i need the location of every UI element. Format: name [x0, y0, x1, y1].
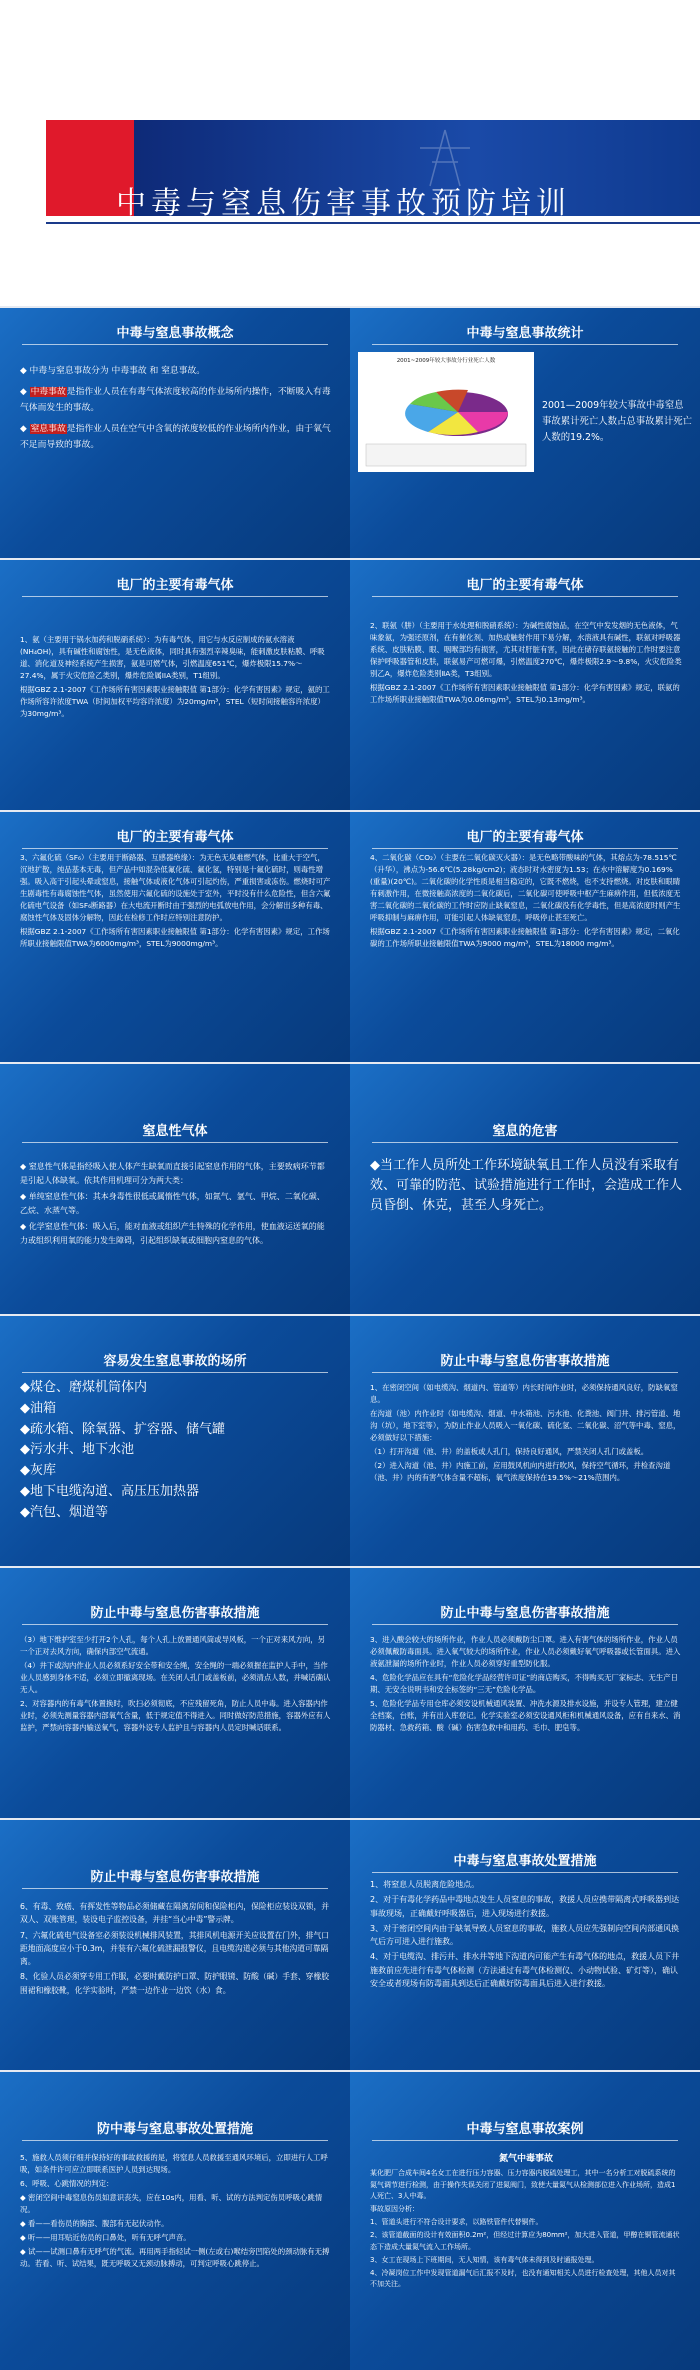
slide-body: [20, 2152, 332, 2272]
paragraph: 4、二氧化碳（CO₂）（主要在二氧化碳灭火器）：是无色略带酸味的气体，其熔点为-78.515℃（升华），沸点为-56.6℃(5.28kg/cm2)；液态时对水密度为1.53；在水中溶解度为0.169%(重量)(20℃)。二氧化碳的化学性质是相当稳定的，它既不燃烧，也不支持燃烧。对皮肤和眼睛有刺激作用，在微接触高浓度的二氧化碳后，二氧化碳可使呼吸中枢产生麻痹作用，但低浓度无害二氧化碳的二氧化碳的工作时应防止缺氧窒息，二氧化碳没有化学毒性，但是高浓度时则产生呼吸抑制与麻痹作用，可能引起人体缺氧窒息，呼吸停止甚至死亡。: [370, 853, 681, 922]
paragraph: 1、氨（主要用于锅水加药和脱硝系统）：为有毒气体，用它与水反应制成的氨水溶液(NH₄OH)，具有碱性和腐蚀性，是无色液体，同时具有强烈辛辣臭味，能刺激皮肤粘膜、呼吸道、消化道及神经系统产生损害，氨是可燃气体，引燃温度651℃，爆炸极限15.7%～27.4%，属于火灾危险乙类别，爆炸危险属IIA类别，T1组别。: [20, 635, 325, 680]
chart-title: 2001~2009年较大事故分行业死亡人数: [396, 358, 496, 364]
title-divider: [372, 1142, 678, 1143]
diamond-icon: ◆: [20, 387, 30, 398]
paragraph: 7、六氟化硫电气设备室必须装设机械排风装置，其排风机电源开关应设置在门外，排气口距地面高度应小于0.3m，并装有六氟化硫泄漏报警仪，且电缆沟道必须与其他沟道可靠隔离。: [20, 1930, 330, 1966]
paragraph: （2）进入沟道（池、井）内施工前，应用鼓风机向内进行吹风，保持空气循环，并检查沟道（池、井）内的有害气体含量不超标，氧气浓度保持在19.5%～21%范围内。: [370, 1460, 671, 1482]
list-item: ◆煤仓、磨煤机筒体内: [20, 1380, 147, 1395]
slide-title: 防止中毒与窒息伤害事故措施: [440, 1606, 610, 1621]
title-underline: [46, 222, 700, 224]
poison-term: 中毒事故: [30, 387, 66, 398]
slide-title: 中毒与窒息事故案例: [466, 2122, 584, 2137]
title-divider: [22, 344, 328, 345]
slide-body: [370, 1382, 682, 1486]
case-subtitle: 氮气中毒事故: [498, 2154, 553, 2164]
paragraph: ◆ 单纯窒息性气体：其本身毒性很低或属惰性气体，如氮气、氩气、甲烷、二氧化碳、乙烷、水蒸气等。: [20, 1192, 325, 1215]
paragraph: 5、危险化学品专用仓库必须安设机械通风装置、冲洗水源及排水设施，并设专人管理，建立健全档案，台账，并有出入库登记。化学实验室必须安设通风柜和机械通风设备，应有自来水、消防器材、急救药箱、酸（碱）伤害急救中和用药、毛巾、肥皂等。: [370, 1698, 681, 1732]
paragraph: ◆ 窒息性气体是指经吸入使人体产生缺氧而直接引起窒息作用的气体，主要致病环节都是引起人体缺氧。依其作用机理可分为两大类：: [20, 1162, 325, 1185]
paragraph: 根据GBZ 2.1-2007《工作场所有害因素职业接触限值 第1部分：化学有害因素》规定，联氨的工作场所职业接触限值TWA为0.06mg/m³，STEL为0.13mg/m³。: [370, 682, 680, 704]
title-divider: [22, 1372, 328, 1373]
paragraph: ◆ 试——试测口鼻有无呼气的气流。再用两手指轻试一侧(左或右)喉结旁凹陷处的颈动脉有无搏动。若看、听、试结果，既无呼吸又无颈动脉搏动，可判定呼吸心跳停止。: [20, 2246, 330, 2268]
paragraph: ◆ 听——用耳贴近伤员的口鼻处，听有无呼气声音。: [20, 2232, 191, 2242]
slide-body: [20, 1900, 332, 1999]
diamond-icon: ◆: [20, 424, 30, 435]
title-divider: [372, 1372, 678, 1373]
slide-title: 电厂的主要有毒气体: [116, 578, 234, 593]
title-divider: [372, 1624, 678, 1625]
paragraph: 4、冷凝岗位工作中发现管道漏气后汇报不及时，也没有通知相关人员进行检查处理，其他人员对其不加关注。: [370, 2268, 676, 2289]
concept-intro: ◆ 中毒与窒息事故分为 中毒事故 和 窒息事故。: [20, 366, 206, 376]
slide-body: [370, 2152, 682, 2292]
slide-body: [20, 634, 332, 722]
suffocation-definition: 是指作业人员在空气中含氧的浓度较低的作业场所内作业，由于氧气不足而导致的事故。: [20, 424, 331, 450]
accident-pie-chart: [358, 352, 534, 472]
paragraph: 3、六氟化硫（SF₆）（主要用于断路器、互感器绝缘）：为无色无臭难燃气体，比重大于空气，沉地扩散，纯品基本无毒，但产品中如混杂低氟化硫、氟化氢，特别是十氟化硫时，则毒性增强。吸入高于引起头晕或窒息，接触气体或液化气体可引起灼伤，严重损害或冻伤。燃烧时可产生剧毒性有毒腐蚀性气体，虽然使用六氟化硫的设施处于室外，平时没有什么危险性，但含六氟化硫电气设备（如SF₆断路器）在大电流开断时由于强烈的电弧放电作用，会分解出多种有毒、腐蚀性气体及固体分解物，因此在检修工作时应特别注意防护。: [20, 853, 331, 922]
slide-case: [350, 2070, 700, 2370]
slide-title: 防中毒与窒息事故处置措施: [96, 2122, 253, 2137]
list-item: ◆疏水箱、除氧器、扩容器、储气罐: [20, 1421, 225, 1437]
slide-harm: [350, 1062, 700, 1314]
title-divider: [372, 344, 678, 345]
slide-asphyxiant-gas: [0, 1062, 350, 1314]
slide-concept: [0, 306, 350, 558]
paragraph: 5、施救人员须仔细并保持好的事故救援的是，将窒息人员救援至通风环境后，立即进行人工呼吸，如条件许可应立即联系医护人员到达现场。: [20, 2153, 328, 2174]
slide-title: 窒息性气体: [142, 1124, 208, 1139]
slide-places: [0, 1314, 350, 1566]
paragraph: 3、对于密闭空间内由于缺氧导致人员窒息的事故，施救人员应先强制向空间内部通风换气后方可进入进行施救。: [370, 1923, 680, 1947]
paragraph: 2、该管道截面的设计有效面积0.2m²，但经过计算应为80mm²，加大进入管道，甲醇在铜管流通状态下造成大量氮气流入工作场所。: [370, 2231, 680, 2251]
list-item: ◆地下电缆沟道、高压压加热器: [20, 1483, 199, 1499]
chart-legend: [366, 444, 526, 466]
slide-title: 防止中毒与窒息伤害事故措施: [440, 1354, 610, 1369]
slide-gas-co2: [350, 810, 700, 1062]
slide-body: [370, 852, 682, 952]
paragraph: 2、对于有毒化学药品中毒地点发生人员窒息的事故，救援人员应携带隔离式呼吸器到达事故现场，正确戴好呼吸器后，进入现场进行救援。: [370, 1895, 680, 1918]
title-divider: [22, 2140, 328, 2141]
slide-title: 电厂的主要有毒气体: [466, 578, 584, 593]
paragraph: 4、危险化学品应在具有“危险化学品经营许可证”的商店购买，不得购买无厂家标志、无生产日期、无安全说明书和安全标签的“三无”危险化学品。: [370, 1672, 678, 1694]
paragraph: （3）地下维护室至少打开2个人孔，每个人孔上放置通风筒或导风板，一个正对来风方向，另一个正对去风方向，确保内部空气流通。: [20, 1635, 326, 1656]
paragraph: 6、有毒、致癌、有挥发性等物品必须储藏在隔离房间和保险柜内，保险柜应装设双锁，并双人、双账管理，装设电子监控设备，并挂“当心中毒”警示牌。: [20, 1902, 330, 1925]
slide-handling-1: [350, 1818, 700, 2070]
main-title: 中毒与窒息伤害事故预防培训: [116, 186, 571, 221]
slide-title: 容易发生窒息事故的场所: [103, 1354, 247, 1369]
paragraph: 1、管道头进行不符合设计要求，以路铁管件代替铜件。: [370, 2218, 543, 2227]
paragraph: 在沟道（池）内作业时（如电缆沟、烟道、中水箱池、污水池、化粪池、阀门井、排污管道、地沟（坑），地下室等），为防止作业人员吸入一氧化碳、硫化氢、二氧化碳、沼气等中毒、窒息，必须做好以下措施：: [370, 1408, 681, 1442]
slide-body: [20, 1160, 332, 1250]
title-slide: [0, 0, 700, 268]
slide-title: 窒息的危害: [492, 1124, 558, 1139]
title-divider: [372, 596, 678, 597]
slide-title: 中毒与窒息事故处置措施: [453, 1854, 597, 1869]
slide-prevention-1: [350, 1314, 700, 1566]
paragraph: 事故原因分析：: [370, 2204, 419, 2213]
slide-body: [20, 1378, 332, 1524]
slide-body: [20, 364, 332, 455]
paragraph: ◆ 看——看伤员的胸部、腹部有无起伏动作。: [20, 2218, 169, 2228]
paragraph: 某化肥厂合成车间4名女工在进行压力容器、压力容器内脱硫处理工，其中一名分析工对脱硫系统的氮气调节进行检测，由于操作失误关闭了进氮阀门，致使大量氮气从检测部位进入作业场所，造成1人死亡、3人中毒。: [370, 2169, 676, 2200]
harm-text: ◆当工作人员所处工作环境缺氧且工作人员没有采取有效、可靠的防范、试验措施进行工作时，会造成工作人员昏倒、休克，甚至人身死亡。: [370, 1158, 683, 1214]
place-list: [20, 1378, 332, 1524]
title-divider: [22, 1142, 328, 1143]
paragraph: ◆ 密闭空间中毒窒息伤员如意识丧失，应在10s内，用看、听、试的方法判定伤员呼吸心跳情况。: [20, 2192, 323, 2214]
title-divider: [22, 1888, 328, 1889]
slide-gas-ammonia: [0, 558, 350, 810]
list-item: ◆灰库: [20, 1463, 56, 1479]
title-divider: [22, 848, 328, 849]
paragraph: 3、女工在现场上下班期间，无人知情，该有毒气体未得到及时通报处理。: [370, 2255, 599, 2264]
slide-handling-2: [0, 2070, 350, 2370]
title-divider: [372, 1872, 678, 1873]
paragraph: 6、呼吸、心跳情况的判定：: [20, 2178, 114, 2188]
paragraph: 4、对于电缆沟、排污井、排水井等地下沟道内可能产生有毒气体的地点，救援人员下井施救前应先进行有毒气体检测（方法通过有毒气体检测仪、小动物试验、矿灯等），确认安全或者现场有防毒面具到达后正确戴好防毒面具后进入进行救援。: [370, 1952, 680, 1988]
list-item: ◆油箱: [20, 1400, 56, 1416]
paragraph: （4）井下或沟内作业人员必须系好安全带和安全绳，安全绳的一端必须握在监护人手中，当作业人员感到身体不适，必须立即撤离现场。在关闭人孔门或盖板前，必须清点人数，并喊话确认无人。: [20, 1660, 331, 1694]
slide-stats: [350, 306, 700, 558]
paragraph: 8、化验人员必须穿专用工作服，必要时戴防护口罩、防护眼镜、防酸（碱）手套、穿橡胶围裙和橡胶靴，化学实验时，严禁一边作业一边饮（水）食。: [20, 1972, 330, 1995]
slide-title: 防止中毒与窒息伤害事故措施: [90, 1606, 260, 1621]
slide-body: [20, 1634, 332, 1736]
slide-prevention-3: [350, 1566, 700, 1818]
paragraph: 根据GBZ 2.1-2007《工作场所有害因素职业接触限值 第1部分：化学有害因素》规定，工作场所职业接触限值TWA为6000mg/m³，STEL为9000mg/m³。: [20, 926, 330, 948]
slide-body: [370, 1634, 682, 1736]
list-item: ◆污水井、地下水池: [20, 1442, 134, 1458]
slide-prevention-2: [0, 1566, 350, 1818]
slide-title: 中毒与窒息事故概念: [116, 326, 234, 341]
slide-gas-hydrazine: [350, 558, 700, 810]
stats-text: 2001—2009年较大事故中毒窒息事故累计死亡人数占总事故累计死亡人数的19.2%。: [542, 400, 693, 443]
paragraph: ◆ 化学窒息性气体：吸入后，能对血液或组织产生特殊的化学作用，使血液运送氧的能力或组织利用氧的能力发生障碍，引起组织缺氧或细胞内窒息的气体。: [20, 1222, 325, 1245]
title-divider: [372, 2140, 678, 2141]
slide-body: [370, 1878, 682, 1992]
slide-title: 防止中毒与窒息伤害事故措施: [90, 1870, 260, 1885]
slide-body: [20, 852, 332, 952]
paragraph: 根据GBZ 2.1-2007《工作场所有害因素职业接触限值 第1部分：化学有害因素》规定，二氧化碳的工作场所职业接触限值TWA为9000 mg/m³，STEL为18000 mg/m³。: [370, 926, 680, 948]
paragraph: 2、对容器内的有毒气体置换时，吹扫必须彻底，不应残留死角，防止人员中毒。进入容器内作业时，必须先测量容器内部氧气含量，低于规定值不得进入。同时做好防范措施，容器外应有人监护，严禁向容器内输送氧气，容器外设专人监护且与容器内人员定时喊话联系。: [20, 1698, 331, 1732]
paragraph: 1、将窒息人员脱离危险地点。: [370, 1880, 480, 1889]
title-divider: [22, 1624, 328, 1625]
slide-gas-sf6: [0, 810, 350, 1062]
title-divider: [22, 596, 328, 597]
pie-graphic: [358, 362, 534, 472]
paragraph: 根据GBZ 2.1-2007《工作场所有害因素职业接触限值 第1部分：化学有害因素》规定，氨的工作场所容许浓度TWA（时间加权平均容许浓度）为20mg/m³，STEL（短时间接触容许浓度）为30mg/m³。: [20, 684, 330, 718]
list-item: ◆汽包、烟道等: [20, 1504, 108, 1520]
slide-prevention-4: [0, 1818, 350, 2070]
paragraph: 3、进入酸会较大的场所作业，作业人员必须戴防尘口罩。进入有害气体的场所作业，作业人员必须佩戴防毒面具。进入氧气较大的场所作业，作业人员必须戴好氧气呼吸器或长管面具。进入液氨泄漏的场所作业时，作业人员必须穿好重型防化服。: [370, 1635, 681, 1668]
slide-title: 中毒与窒息事故统计: [466, 326, 584, 341]
slide-title: 电厂的主要有毒气体: [116, 830, 234, 845]
slide-title: 电厂的主要有毒气体: [466, 830, 584, 845]
paragraph: 2、联氨（肼）（主要用于水处理和脱硝系统）：为碱性腐蚀品，在空气中发发烟的无色液体，气味象氨，为强还原剂，在有催化剂、加热或触射作用下易分解，水溶液具有碱性，联氨对呼吸器系统、皮肤粘膜、眼、咽喉部均有损害，尤其对肝脏有害，因此在储存联氨接触的工作时要注意保护呼吸器管和皮肤，联氨易产可燃可爆，引燃温度270℃，爆炸极限2.9～9.8%，火灾危险类别乙A，爆炸危险类别ⅡA类，T3组别。: [370, 621, 682, 678]
title-divider: [372, 848, 678, 849]
poison-definition: 是指作业人员在有毒气体浓度较高的作业场所内操作，不断吸入有毒气体而发生的事故。: [20, 387, 331, 413]
suffocation-term: 窒息事故: [30, 424, 66, 435]
paragraph: 1、在密闭空间（如电缆沟、烟道内、管道等）内长时间作业时，必须保持通风良好，防缺氧窒息。: [370, 1383, 678, 1404]
slide-body: [370, 620, 682, 708]
paragraph: （1）打开沟道（池、井）的盖板或人孔门，保持良好通风，严禁关闭人孔门或盖板。: [370, 1446, 649, 1456]
